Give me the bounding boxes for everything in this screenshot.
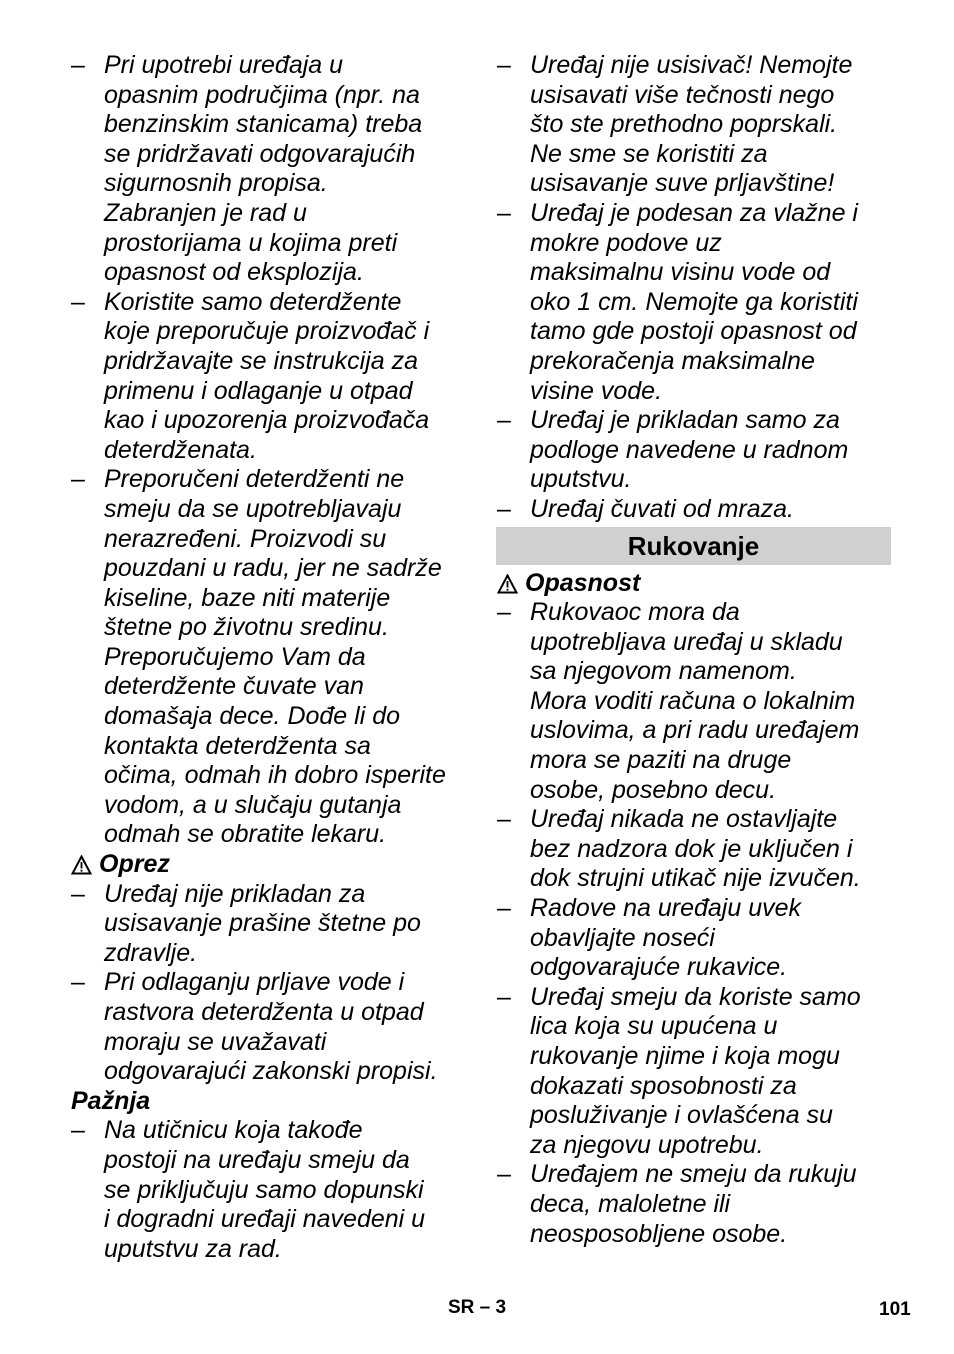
list-item — [497, 51, 887, 199]
text-line: rastvora deterdženta u otpad — [104, 998, 424, 1026]
list-dash: – — [71, 287, 85, 316]
text-line: dok strujni utikač nije izvučen. — [530, 864, 861, 893]
text-line: tamo gde postoji opasnost od — [530, 317, 857, 346]
text-line: opasnim područjima (npr. na — [104, 80, 420, 109]
text-line: upotrebljava uređaj u skladu — [530, 627, 843, 656]
text-line: smeju da se upotrebljavaju — [104, 494, 402, 523]
text-line: mora se paziti na druge — [530, 746, 792, 775]
text-line: zdravlje. — [104, 938, 198, 967]
list-item — [497, 406, 887, 495]
text-line: Na utičnicu koja takođe — [104, 1116, 363, 1145]
text-line: Zabranjen je rad u — [104, 198, 307, 227]
text-line: Uređaj nikada ne ostavljajte — [530, 805, 838, 834]
list-item — [497, 805, 887, 894]
text-line: maksimalnu visinu vode od — [530, 258, 831, 287]
list-dash: – — [497, 1160, 511, 1189]
text-line: visine vode. — [530, 376, 663, 405]
right-list-b — [497, 598, 887, 1249]
text-line: se pridržavati odgovarajućih — [104, 139, 416, 168]
text-line: Uređaj smeju da koriste samo — [530, 982, 861, 1011]
text-line: odgovarajući zakonski propisi. — [104, 1057, 438, 1086]
text-line: nerazređeni. Proizvodi su — [104, 524, 387, 553]
list-dash: – — [497, 494, 511, 523]
text-line: Uređaj je prikladan samo za — [530, 406, 840, 435]
right-list-a — [497, 51, 887, 525]
warning-triangle-icon — [497, 569, 518, 599]
caution-heading — [71, 850, 463, 880]
text-line: odmah se obratite lekaru. — [104, 820, 387, 849]
text-line: moraju se uvažavati — [104, 1027, 327, 1056]
text-line: odgovarajuće rukavice. — [530, 953, 788, 982]
danger-heading — [497, 569, 887, 599]
list-dash: – — [497, 198, 511, 227]
list-dash: – — [71, 968, 85, 997]
text-line: kao i upozorenja proizvođača — [104, 406, 430, 435]
text-line: lica koja su upućena u — [530, 1012, 778, 1041]
text-line: Uređaj nije usisivač! Nemojte — [530, 51, 853, 79]
notice-label: Pažnja — [71, 1086, 151, 1115]
list-dash: – — [497, 51, 511, 79]
list-item — [497, 199, 887, 406]
text-line: bez nadzora dok je uključen i — [530, 834, 853, 863]
list-dash: – — [497, 894, 511, 923]
list-dash: – — [497, 406, 511, 435]
text-line: Pri odlaganju prljave vode i — [104, 968, 405, 997]
text-line: Ne sme se koristiti za — [530, 139, 768, 168]
text-line: prostorijama u kojima preti — [104, 228, 398, 257]
text-line: benzinskim stanicama) treba — [104, 110, 423, 139]
text-line: Uređaj čuvati od mraza. — [530, 494, 795, 523]
list-dash: – — [71, 879, 85, 908]
text-line: posluživanje i ovlašćena su — [530, 1101, 833, 1130]
text-line: Uređajem ne smeju da rukuju — [530, 1160, 857, 1189]
text-line: sa njegovom namenom. — [530, 657, 797, 686]
text-line: Radove na uređaju uvek — [530, 894, 802, 923]
text-line: Pri upotrebi uređaja u — [104, 51, 344, 79]
text-line: pouzdani u radu, jer ne sadrže — [104, 554, 442, 583]
left-list-b — [71, 880, 463, 1087]
list-item — [497, 894, 887, 983]
list-item — [71, 880, 463, 969]
text-line: oko 1 cm. Nemojte ga koristiti — [530, 287, 858, 316]
text-line: Preporučeni deterdženti ne — [104, 465, 405, 494]
caution-label: Oprez — [99, 850, 170, 879]
text-line: rukovanje njime i koja mogu — [530, 1042, 840, 1070]
text-line: koje preporučuje proizvođač i — [104, 317, 430, 346]
text-line: dokazati sposobnosti za — [530, 1071, 797, 1100]
footer-section-code: SR – 3 — [448, 1297, 507, 1318]
text-line: sigurnosnih propisa. — [104, 169, 328, 198]
text-line: Preporučujemo Vam da — [104, 642, 366, 671]
right-column — [497, 51, 887, 1249]
text-line: i dogradni uređaji navedeni u — [104, 1205, 426, 1234]
text-line: usisavati više tečnosti nego — [530, 80, 835, 109]
list-dash: – — [71, 1116, 85, 1145]
left-list-a — [71, 51, 463, 850]
text-line: se priključuju samo dopunski — [104, 1175, 424, 1204]
text-line: uslovima, a pri radu uređajem — [530, 716, 860, 745]
text-line: Uređaj je podesan za vlažne i — [530, 198, 858, 227]
list-item — [71, 51, 463, 288]
list-item — [497, 495, 887, 525]
text-line: pridržavajte se instrukcija za — [104, 346, 419, 375]
text-line: deca, maloletne ili — [530, 1189, 731, 1218]
text-line: mokre podove uz — [530, 228, 722, 257]
text-line: kontakta deterdženta sa — [104, 731, 371, 760]
text-line: kiseline, baze niti materije — [104, 583, 391, 612]
text-line: prekoračenja maksimalne — [530, 346, 815, 375]
left-list-c — [71, 1116, 463, 1264]
text-line: Mora voditi računa o lokalnim — [530, 686, 856, 715]
text-line: za njegovu upotrebu. — [530, 1130, 764, 1159]
text-line: usisavanje prašine štetne po — [104, 909, 421, 938]
section-heading: Rukovanje — [496, 527, 891, 565]
text-line: osobe, posebno decu. — [530, 775, 777, 804]
list-item — [497, 1160, 887, 1249]
text-line: očima, odmah ih dobro isperite — [104, 761, 446, 790]
danger-label: Opasnost — [525, 568, 641, 597]
text-line: usisavanje suve prljavštine! — [530, 169, 835, 198]
footer-page-number: 101 — [879, 1299, 911, 1320]
list-item — [71, 968, 463, 1086]
text-line: vodom, a u slučaju gutanja — [104, 790, 402, 819]
warning-triangle-icon — [71, 850, 92, 880]
text-line: primenu i odlaganje u otpad — [104, 376, 413, 405]
text-line: obavljajte noseći — [530, 923, 715, 952]
list-dash: – — [497, 598, 511, 627]
text-line: podloge navedene u radnom — [530, 435, 849, 464]
notice-heading — [71, 1087, 463, 1117]
text-line: uputstvu. — [530, 465, 632, 494]
text-line: Koristite samo deterdžente — [104, 287, 402, 316]
text-line: Uređaj nije prikladan za — [104, 879, 366, 908]
list-item — [71, 465, 463, 850]
left-column — [71, 51, 463, 1264]
list-item — [497, 983, 887, 1161]
text-line: neosposobljene osobe. — [530, 1219, 788, 1248]
text-line: deterdženata. — [104, 435, 257, 464]
text-line: uputstvu za rad. — [104, 1234, 282, 1263]
list-dash: – — [497, 982, 511, 1011]
text-line: štetne po životnu sredinu. — [104, 613, 389, 642]
text-line: Rukovaoc mora da — [530, 598, 740, 627]
list-dash: – — [71, 51, 85, 79]
list-item — [71, 288, 463, 466]
list-dash: – — [71, 465, 85, 494]
text-line: što ste prethodno poprskali. — [530, 110, 838, 139]
list-item — [497, 598, 887, 805]
list-item — [71, 1116, 463, 1264]
text-line: postoji na uređaju smeju da — [104, 1145, 410, 1174]
list-dash: – — [497, 805, 511, 834]
text-line: deterdžente čuvate van — [104, 672, 364, 701]
text-line: domašaja dece. Dođe li do — [104, 702, 401, 731]
text-line: opasnost od eksplozija. — [104, 258, 364, 287]
